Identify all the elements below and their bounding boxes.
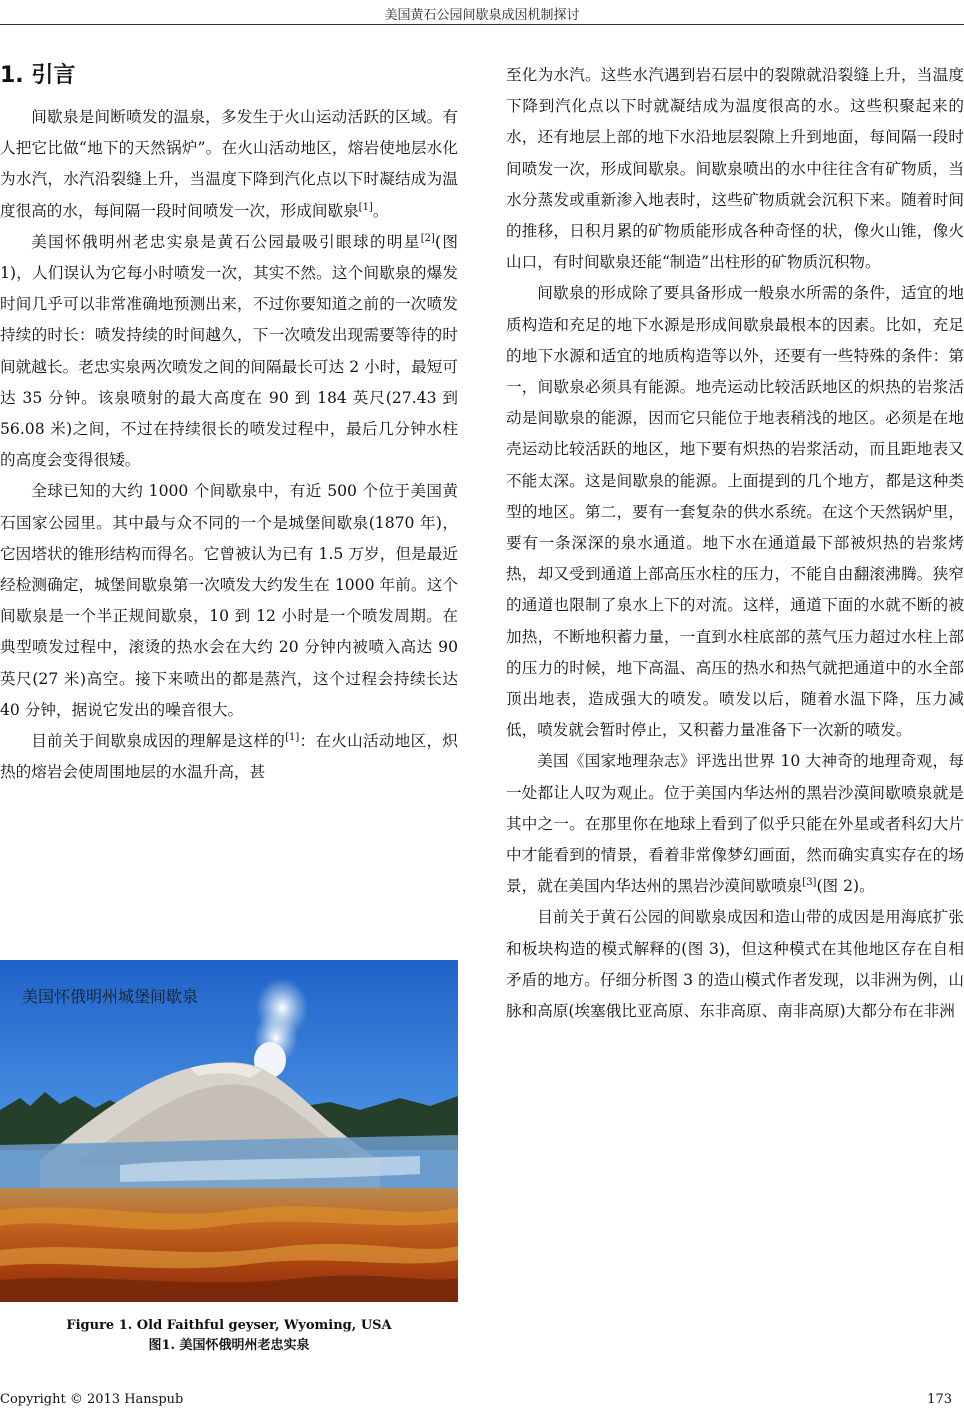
- paragraph: [0, 227, 458, 477]
- citation-ref: [2]: [420, 232, 435, 244]
- paragraph: [0, 726, 458, 788]
- paragraph-text: 全球已知的大约 1000 个间歇泉中，有近 500 个位于美国黄石国家公园里。其中最与众不同的一个是城堡间歇泉(1870 年)，它因塔状的锥形结构而得名。它曾被认为已有 1.5 万岁，但是最近经检测确定，城堡间歇泉第一次喷发大约发生在 1000 年前。这个间歇泉是一个半正规间歇泉，10 到 12 小时是一个喷发周期。在典型喷发过程中，滚烫的热水会在大约 20 分钟内被喷入高达 90 英尺(27 米)高空。接下来喷出的都是蒸汽，这个过程会持续长达 40 分钟，据说它发出的噪音很大。: [0, 482, 458, 719]
- citation-ref: [3]: [802, 877, 817, 889]
- paragraph: [506, 278, 964, 746]
- section-heading: [0, 58, 458, 88]
- left-body: [0, 102, 458, 788]
- caption-chinese: 图1. 美国怀俄明州老忠实泉: [148, 1338, 310, 1353]
- paragraph-text: 至化为水汽。这些水汽遇到岩石层中的裂隙就沿裂缝上升，当温度下降到汽化点以下时就凝结成为温度很高的水。这些积聚起来的水，还有地层上部的地下水沿地层裂隙上升到地面，每间隔一段时间喷发一次，形成间歇泉。间歇泉喷出的水中往往含有矿物质，当水分蒸发或重新渗入地表时，这些矿物质就会沉积下来。随着时间的推移，日积月累的矿物质能形成各种奇怪的状，像火山锥，像火山口，有时间歇泉还能“制造”出柱形的矿物质沉积物。: [506, 66, 964, 272]
- right-column: [506, 60, 964, 1027]
- paragraph-text: 。: [372, 201, 389, 220]
- paragraph-text: ：在火山活动地区，炽热的熔岩会使周围地层的水温升高，甚: [0, 732, 458, 782]
- figure-1-caption: [0, 1316, 458, 1356]
- paragraph-text: 美国怀俄明州老忠实泉是黄石公园最吸引眼球的明星: [31, 232, 421, 251]
- header-rule: [0, 24, 964, 25]
- paragraph-text: 目前关于黄石公园的间歇泉成因和造山带的成因是用海底扩张和板块构造的模式解释的(图 3)，但这种模式在其他地区存在自相矛盾的地方。仔细分析图 3 的造山模式作者发现，以非洲为例，山脉和高原(埃塞俄比亚高原、东非高原、南非高原)大都分布在非洲: [506, 908, 964, 1021]
- section-number: 1.: [0, 63, 24, 88]
- paragraph: [0, 102, 458, 227]
- paragraph-text: 间歇泉是间断喷发的温泉，多发生于火山运动活跃的区域。有人把它比做“地下的天然锅炉”。在火山活动地区，熔岩使地层水化为水汽，水汽沿裂缝上升，当温度下降到汽化点以下时凝结成为温度很高的水，每间隔一段时间喷发一次，形成间歇泉: [0, 108, 458, 220]
- geyser-illustration: [0, 960, 458, 1302]
- citation-ref: [1]: [285, 731, 300, 743]
- paragraph: [0, 476, 458, 726]
- paragraph-text: (图 1)，人们误认为它每小时喷发一次，其实不然。这个间歇泉的爆发时间几乎可以非常准确地预测出来，不过你要知道之前的一次喷发持续的时长：喷发持续的时间越久，下一次喷发出现需要等待的时间就越长。老忠实泉两次喷发之间的间隔最长可达 2 小时，最短可达 35 分钟。该泉喷射的最大高度在 90 到 184 英尺(27.43 到 56.08 米)之间，不过在持续很长的喷发过程中，最后几分钟水柱的高度会变得很矮。: [0, 232, 458, 470]
- caption-english: Figure 1. Old Faithful geyser, Wyoming, USA: [66, 1318, 392, 1333]
- paragraph: [506, 902, 964, 1027]
- section-title: 引言: [31, 63, 76, 88]
- figure-1-photo: [0, 960, 458, 1302]
- running-header: 美国黄石公园间歇泉成因机制探讨: [384, 8, 580, 23]
- right-body: [506, 60, 964, 1027]
- paragraph: [506, 746, 964, 902]
- paragraph-text: (图 2)。: [816, 877, 875, 896]
- figure-inset-label: 美国怀俄明州城堡间歇泉: [22, 987, 199, 1006]
- left-column: [0, 58, 458, 788]
- paragraph-text: 间歇泉的形成除了要具备形成一般泉水所需的条件，适宜的地质构造和充足的地下水源是形成间歇泉最根本的因素。比如，充足的地下水源和适宜的地质构造等以外，还要有一些特殊的条件：第一，间歇泉必须具有能源。地壳运动比较活跃地区的炽热的岩浆活动是间歇泉的能源，因而它只能位于地表稍浅的地区。必须是在地壳运动比较活跃的地区，地下要有炽热的岩浆活动，而且距地表又不能太深。这是间歇泉的能源。上面提到的几个地方，都是这种类型的地区。第二，要有一套复杂的供水系统。在这个天然锅炉里，要有一条深深的泉水通道。地下水在通道最下部被炽热的岩浆烤热，却又受到通道上部高压水柱的压力，不能自由翻滚沸腾。狭窄的通道也限制了泉水上下的对流。这样，通道下面的水就不断的被加热，不断地积蓄力量，一直到水柱底部的蒸气压力超过水柱上部的压力的时候，地下高温、高压的热水和热气就把通道中的水全部顶出地表，造成强大的喷发。喷发以后，随着水温下降，压力减低，喷发就会暂时停止，又积蓄力量准备下一次新的喷发。: [506, 284, 964, 740]
- citation-ref: [1]: [358, 201, 373, 213]
- paragraph-text: 目前关于间歇泉成因的理解是这样的: [31, 732, 286, 751]
- copyright-footer: Copyright © 2013 Hanspub: [0, 1392, 184, 1407]
- paragraph-text: 美国《国家地理杂志》评选出世界 10 大神奇的地理奇观，每一处都让人叹为观止。位于美国内华达州的黑岩沙漠间歇喷泉就是其中之一。在那里你在地球上看到了似乎只能在外星或者科幻大片中才能看到的情景，看着非常像梦幻画面，然而确实真实存在的场景，就在美国内华达州的黑岩沙漠间歇喷泉: [506, 752, 964, 896]
- page-number: 173: [927, 1392, 952, 1407]
- paragraph: [506, 60, 964, 278]
